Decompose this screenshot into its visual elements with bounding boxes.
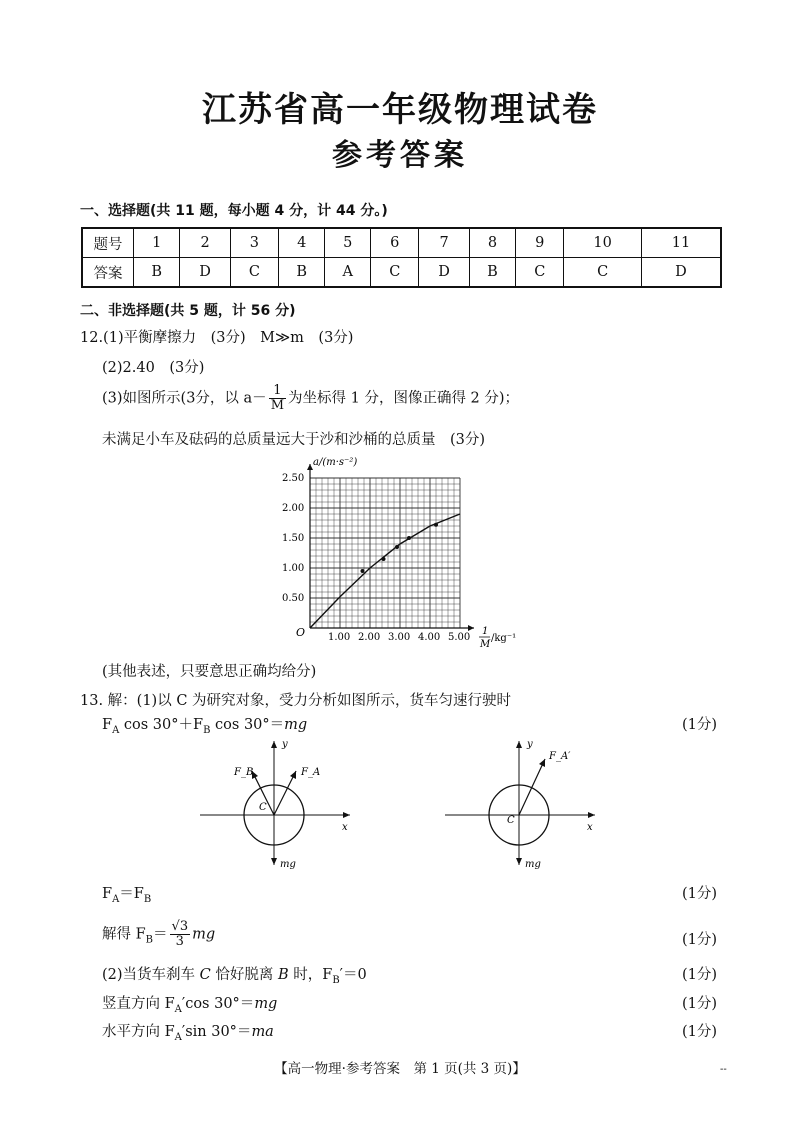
table-cell-answer: D [641, 258, 721, 288]
fraction-numerator: √3 [171, 919, 189, 934]
table-row-answers [82, 258, 721, 288]
chart-y-tick-label: 1.50 [282, 533, 305, 544]
q12-line2: (2)2.40 (3分) [102, 360, 205, 376]
table-cell-answer: B [134, 258, 180, 288]
table-cell-number: 10 [564, 228, 641, 258]
chart-y-tick-label: 2.00 [282, 503, 305, 514]
fraction [170, 920, 191, 949]
table-cell-number: 8 [469, 228, 515, 258]
q13-score5: (1分) [682, 996, 718, 1012]
table-cell-number: 2 [180, 228, 230, 258]
q13-score2: (1分) [682, 886, 718, 902]
force-diagram-1 [200, 735, 360, 875]
diagram1-y-label: y [282, 739, 288, 750]
q13-eq1: $F_A$ $\cos 30^\circ+F_B$ cos 30°＝mg [102, 717, 308, 736]
table-answer-label: 答案 [82, 258, 134, 288]
table-cell-answer: D [180, 258, 230, 288]
table-cell-answer: C [230, 258, 278, 288]
q13-score3: (1分) [682, 932, 718, 948]
answer-table [81, 227, 722, 288]
chart-x-tick-label: 4.00 [418, 632, 441, 643]
chart-data-point [395, 545, 399, 549]
chart-y-tick-label: 1.00 [282, 563, 305, 574]
q12-line1: 12.(1)平衡摩擦力 (3分) M≫m (3分) [80, 330, 354, 346]
q12-note: (其他表述，只要意思正确均给分) [102, 664, 317, 680]
fraction [269, 384, 286, 413]
q12-line3 [102, 384, 519, 413]
section-nonchoice-heading: 二、非选择题(共 5 题，计 56 分) [80, 303, 296, 319]
q13-eq3-mg: mg [192, 926, 216, 943]
diagram2-x-label: x [587, 822, 593, 833]
table-cell-answer: B [279, 258, 325, 288]
q13-eq5: 竖直方向 $F_A'\cos$ 30°＝mg [102, 996, 278, 1015]
table-cell-number: 7 [419, 228, 469, 258]
q13-eq2: $F_A=F_B$ [102, 886, 152, 905]
diagram1-fa-label: F_A [301, 767, 321, 778]
table-cell-number: 4 [279, 228, 325, 258]
diagram2-y-label: y [527, 739, 533, 750]
table-header-label: 题号 [82, 228, 134, 258]
table-cell-number: 1 [134, 228, 180, 258]
chart-x-tick-label: 5.00 [448, 632, 471, 643]
q13-eq3: 解得 $F_B=$ $\frac{√3}{3}$ mg [102, 919, 216, 949]
q13-line1: 13. 解：(1)以 C 为研究对象，受力分析如图所示，货车匀速行驶时 [80, 693, 512, 709]
q13-eq4: (2)当货车刹车 C 恰好脱离 B 时，$F_B'=0$ [102, 967, 367, 986]
table-row-numbers [82, 228, 721, 258]
table-cell-number: 3 [230, 228, 278, 258]
diagram1-c-label: C [259, 802, 267, 813]
chart-x-tick-label: 3.00 [388, 632, 411, 643]
q13-score1: (1分) [682, 717, 718, 733]
chart-data-point [382, 557, 386, 561]
q12-line3-text-a: (3)如图所示(3分，以 a－ [102, 390, 267, 407]
q12-line4: 未满足小车及砝码的总质量远大于沙和沙桶的总质量 (3分) [102, 432, 486, 448]
table-cell-answer: C [516, 258, 564, 288]
chart-data-point [434, 523, 438, 527]
table-cell-answer: C [371, 258, 419, 288]
fraction-denominator: 3 [175, 934, 184, 949]
table-cell-number: 5 [325, 228, 371, 258]
page-footer: 【高一物理·参考答案 第 1 页(共 3 页)】 [274, 1061, 526, 1077]
diagram1-mg-label: mg [280, 859, 296, 870]
q13-score6: (1分) [682, 1024, 718, 1040]
chart-x-axis-label-unit: /kg⁻¹ [491, 633, 517, 644]
table-cell-answer: D [419, 258, 469, 288]
chart-y-tick-label: 2.50 [282, 473, 305, 484]
diagram1-fb-label: F_B [234, 767, 254, 778]
q12-line3-text-b: 为坐标得 1 分，图像正确得 2 分)； [288, 390, 520, 407]
chart-x-axis-label-num: 1 [482, 626, 489, 637]
chart-data-point [407, 536, 411, 540]
table-cell-number: 11 [641, 228, 721, 258]
chart-y-tick-label: 0.50 [282, 593, 305, 604]
chart-x-arrow [468, 625, 474, 631]
table-cell-answer: B [469, 258, 515, 288]
fraction-numerator: 1 [269, 384, 286, 399]
section-choice-heading: 一、选择题(共 11 题，每小题 4 分，计 44 分。) [80, 203, 388, 219]
chart-x-axis-label-den: M [480, 639, 491, 650]
table-cell-answer: C [564, 258, 641, 288]
chart-x-ticks [328, 632, 470, 643]
table-cell-number: 6 [371, 228, 419, 258]
chart-y-axis-label: a/(m·s⁻²) [313, 457, 358, 468]
diagram1-x-label: x [342, 822, 348, 833]
force-diagram-2 [445, 735, 605, 875]
corner-mark: -- [720, 1064, 727, 1075]
chart-data-point [361, 569, 365, 573]
table-cell-answer: A [325, 258, 371, 288]
chart-y-ticks [282, 473, 304, 604]
q13-eq6: 水平方向 $F_A'\sin$ 30°＝ma [102, 1024, 274, 1043]
page-subtitle: 参考答案 [332, 138, 468, 173]
chart-origin-label: O [296, 626, 306, 639]
fraction-denominator: M [270, 398, 284, 413]
page-title: 江苏省高一年级物理试卷 [202, 90, 598, 130]
q13-score4: (1分) [682, 967, 718, 983]
chart-fit-curve [310, 514, 460, 628]
chart-x-tick-label: 2.00 [358, 632, 381, 643]
table-cell-number: 9 [516, 228, 564, 258]
diagram2-mg-label: mg [525, 859, 541, 870]
chart-x-tick-label: 1.00 [328, 632, 351, 643]
diagram2-c-label: C [507, 815, 515, 826]
diagram2-fa-label: F_A′ [549, 751, 571, 762]
acceleration-chart [270, 448, 530, 658]
